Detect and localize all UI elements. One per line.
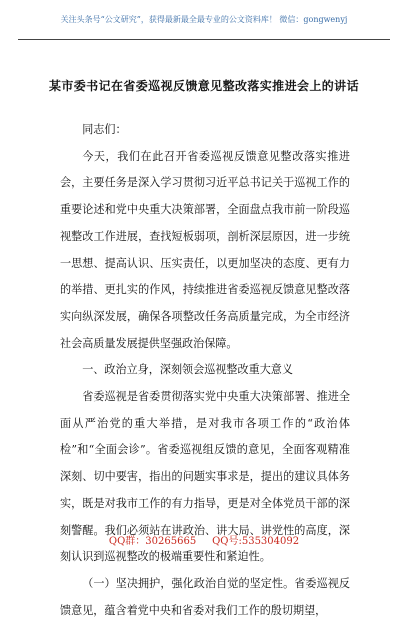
document-title: 某市委书记在省委巡视反馈意见整改落实推进会上的讲话 — [48, 79, 359, 93]
salutation-paragraph: 同志们： — [82, 123, 127, 136]
document-body — [60, 117, 350, 624]
section-paragraph: 省委巡视是省委贯彻落实党中央重大决策部署、推进全面从严治党的重大举措，是对我市各项工作的“政治体检”和“全面会诊”。省委巡视组反馈的意见，全面客观精准深刻、切中要害，指出的问题实事求是，提出的建议具体务实，既是对我市工作的有力指导，更是对全体党员干部的深刻警醒。我们必须站在讲政治、讲大局、讲党性的高度，深刻认识到巡视整改的极端重要性和紧迫性。 — [60, 390, 350, 564]
header-banner: 关注头条号“公文研究”，获得最新最全最专业的公文资料库！ 微信：gongwenyj — [18, 0, 390, 40]
footer-contact: QQ群：30265665 QQ号:535304092 — [108, 536, 300, 547]
intro-paragraph: 今天，我们在此召开省委巡视反馈意见整改落实推进会，主要任务是深入学习贯彻习近平总书记关于巡视工作的重要论述和党中央重大决策部署，全面盘点我市前一阶段巡视整改工作进展，查找短板弱项，剖析深层原因，进一步统一思想、提高认识、压实责任，以更加坚决的态度、更有力的举措、更扎实的作风，持续推进省委巡视反馈意见整改落实向纵深发展，确保各项整改任务高质量完成，为全市经济社会高质量发展提供坚强政治保障。 — [60, 149, 350, 350]
subsection-paragraph: （一）坚决拥护，强化政治自觉的坚定性。省委巡视反馈意见，蕴含着党中央和省委对我们工作的殷切期望， — [60, 576, 350, 617]
section-heading: 一、政治立身，深刻领会巡视整改重大意义 — [82, 363, 293, 377]
